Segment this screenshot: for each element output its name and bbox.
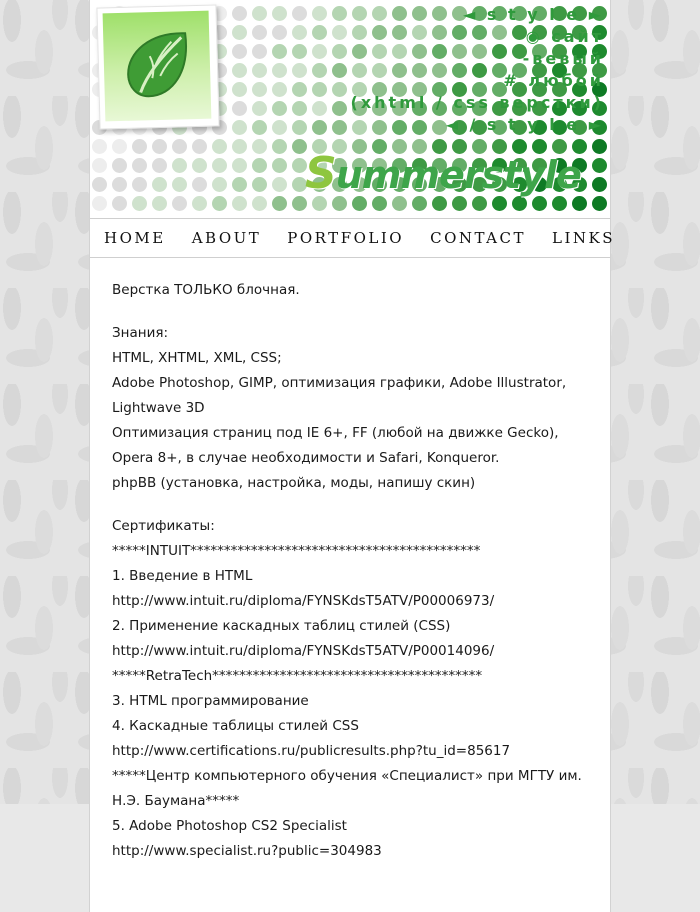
certs-line-3: 2. Применение каскадных таблиц стилей (CSS) [112,618,451,634]
nav-item-about[interactable]: ABOUT [191,229,262,247]
tagline-line-4: # любой [503,71,604,90]
grid-dot [232,139,247,154]
grid-dot [332,44,347,59]
grid-dot [592,177,607,192]
grid-dot [192,158,207,173]
grid-dot [312,44,327,59]
grid-dot [232,177,247,192]
grid-dot [332,63,347,78]
grid-dot [232,82,247,97]
page-container [90,0,615,912]
grid-dot [92,196,107,211]
grid-dot [272,6,287,21]
grid-dot [252,139,267,154]
nav-item-home[interactable]: HOME [104,229,166,247]
skills-line-2: Adobe Photoshop, GIMP, оптимизация графики, Adobe Illustrator, Lightwave 3D [112,375,567,416]
grid-dot [132,158,147,173]
grid-dot [312,101,327,116]
tagline-line-5: (xhtml / css верстки) [350,93,604,112]
page-content [90,258,610,912]
grid-dot [112,158,127,173]
grid-dot [272,139,287,154]
skills-line-4: phpBB (установка, настройка, моды, напишу скин) [112,475,476,491]
tagline-line-2: ◉ сайт [525,27,604,46]
grid-dot [252,6,267,21]
grid-dot [292,101,307,116]
nav-item-contact[interactable]: CONTACT [430,229,526,247]
certs-link-1[interactable]: http://www.intuit.ru/diploma/FYNSKdsT5ATV/P00006973/ [112,593,495,609]
grid-dot [92,139,107,154]
grid-dot [252,101,267,116]
grid-dot [112,196,127,211]
tagline-line-1: ◄ s t y l e ► [463,5,604,24]
site-brand [305,148,581,199]
grid-dot [332,101,347,116]
grid-dot [252,158,267,173]
certs-block [112,514,588,864]
grid-dot [252,82,267,97]
grid-dot [592,139,607,154]
grid-dot [232,158,247,173]
grid-dot [312,120,327,135]
grid-dot [312,25,327,40]
grid-dot [172,177,187,192]
grid-dot [232,6,247,21]
grid-dot [292,44,307,59]
grid-dot [132,139,147,154]
grid-dot [212,196,227,211]
certs-link-3[interactable]: http://www.certifications.ru/publicresults.php?tu_id=85617 [112,743,511,759]
certs-line-4: *****RetraTech**************************************** [112,668,483,684]
grid-dot [252,196,267,211]
grid-dot [232,120,247,135]
skills-line-1: HTML, XHTML, XML, CSS; [112,350,282,366]
tagline-line-3: -вевый [522,49,604,68]
certs-line-2: 1. Введение в HTML [112,568,253,584]
skills-line-3: Оптимизация страниц под IE 6+, FF (любой на движке Gecko), Opera 8+, в случае необходимости и Safari, Konqueror. [112,425,559,466]
grid-dot [592,158,607,173]
grid-dot [272,63,287,78]
leaf-logo-inner [103,11,212,122]
grid-dot [112,139,127,154]
intro-paragraph: Верстка ТОЛЬКО блочная. [112,282,300,298]
grid-dot [592,196,607,211]
grid-dot [292,63,307,78]
grid-dot [152,177,167,192]
grid-dot [132,196,147,211]
grid-dot [172,196,187,211]
grid-dot [332,120,347,135]
brand-rest: ummerstyle [335,153,581,197]
grid-dot [292,82,307,97]
nav-item-portfolio[interactable]: PORTFOLIO [287,229,405,247]
grid-dot [292,25,307,40]
grid-dot [112,177,127,192]
grid-dot [232,101,247,116]
grid-dot [272,44,287,59]
certs-line-1: *****INTUIT******************************************* [112,543,481,559]
header-tagline [351,4,604,136]
leaf-logo [96,4,219,129]
grid-dot [272,101,287,116]
grid-dot [292,6,307,21]
grid-dot [152,196,167,211]
grid-dot [252,44,267,59]
grid-dot [252,63,267,78]
brand-capital: S [305,148,336,199]
grid-dot [192,139,207,154]
grid-dot [172,158,187,173]
grid-dot [272,177,287,192]
skills-heading: Знания: [112,325,169,341]
grid-dot [152,139,167,154]
grid-dot [312,82,327,97]
grid-dot [232,25,247,40]
grid-dot [132,177,147,192]
certs-line-5: 3. HTML программирование [112,693,309,709]
grid-dot [332,25,347,40]
grid-dot [192,196,207,211]
certs-line-6: 4. Каскадные таблицы стилей CSS [112,718,359,734]
grid-dot [212,139,227,154]
nav-item-links[interactable]: LINKS [552,229,615,247]
grid-dot [232,44,247,59]
site-header [90,0,610,218]
grid-dot [152,158,167,173]
grid-dot [252,120,267,135]
main-navigation[interactable] [90,218,615,258]
grid-dot [212,177,227,192]
grid-dot [252,25,267,40]
grid-dot [332,82,347,97]
certs-link-4[interactable]: http://www.specialist.ru?public=304983 [112,843,382,859]
grid-dot [192,177,207,192]
grid-dot [172,139,187,154]
grid-dot [252,177,267,192]
certs-line-8: 5. Adobe Photoshop CS2 Specialist [112,818,347,834]
certs-link-2[interactable]: http://www.intuit.ru/diploma/FYNSKdsT5ATV/P00014096/ [112,643,495,659]
skills-block [112,321,588,496]
grid-dot [312,6,327,21]
grid-dot [212,158,227,173]
grid-dot [232,63,247,78]
certs-heading: Сертификаты: [112,518,215,534]
leaf-icon [119,27,195,103]
grid-dot [332,6,347,21]
grid-dot [92,177,107,192]
certs-line-7: *****Центр компьютерного обучения «Специалист» при МГТУ им. Н.Э. Баумана***** [112,768,582,809]
grid-dot [272,25,287,40]
tagline-line-6: ◄ / s t y l e ► [445,115,604,134]
grid-dot [92,158,107,173]
grid-dot [232,196,247,211]
grid-dot [272,120,287,135]
grid-dot [292,120,307,135]
grid-dot [272,196,287,211]
grid-dot [272,82,287,97]
grid-dot [312,63,327,78]
grid-dot [272,158,287,173]
